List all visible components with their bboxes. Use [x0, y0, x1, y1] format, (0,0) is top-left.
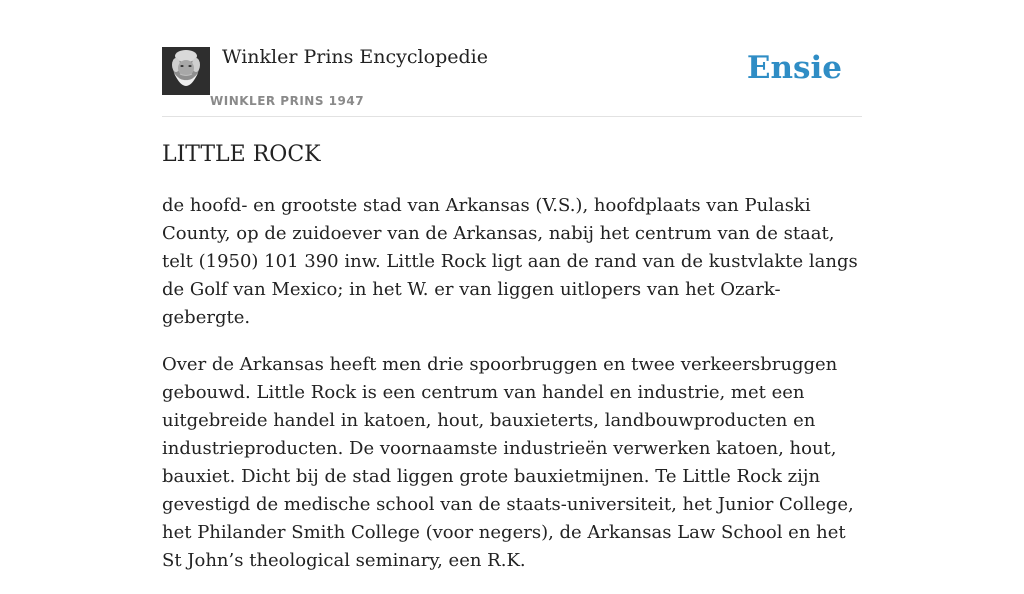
publication-title[interactable]: Winkler Prins Encyclopedie: [222, 46, 488, 68]
article-paragraph: Over de Arkansas heeft men drie spoorbruggen en twee verkeersbruggen gebouwd. Little Rock is een centrum van handel en industrie, met een uitgebreide handel in katoen, hout, bauxieterts, landbouwproducten en industrieproducten. De voornaamste industrieën verwerken katoen, hout, bauxiet. Dicht bij de stad liggen grote bauxietmijnen. Te Little Rock zijn gevestigd de medische school van de staats-universiteit, het Junior College, het Philander Smith College (voor negers), de Arkansas Law School en het St John’s theological seminary, een R.K.: [162, 354, 854, 571]
publication-subtitle[interactable]: WINKLER PRINS 1947: [210, 94, 365, 108]
bearded-man-portrait-icon: [162, 47, 210, 95]
brand-logo-link[interactable]: Ensie: [746, 50, 842, 86]
publication-avatar[interactable]: [162, 47, 210, 95]
publication-header: [162, 38, 862, 117]
article-paragraph: de hoofd- en grootste stad van Arkansas (V.S.), hoofdplaats van Pulaski County, op de zuidoever van de Arkansas, nabij het centrum van de staat, telt (1950) 101 390 inw. Little Rock ligt aan de rand van de kustvlakte langs de Golf van Mexico; in het W. er van liggen uitlopers van het Ozark-gebergte.: [162, 195, 858, 328]
article: [162, 140, 862, 594]
article-title: LITTLE ROCK: [162, 142, 321, 167]
